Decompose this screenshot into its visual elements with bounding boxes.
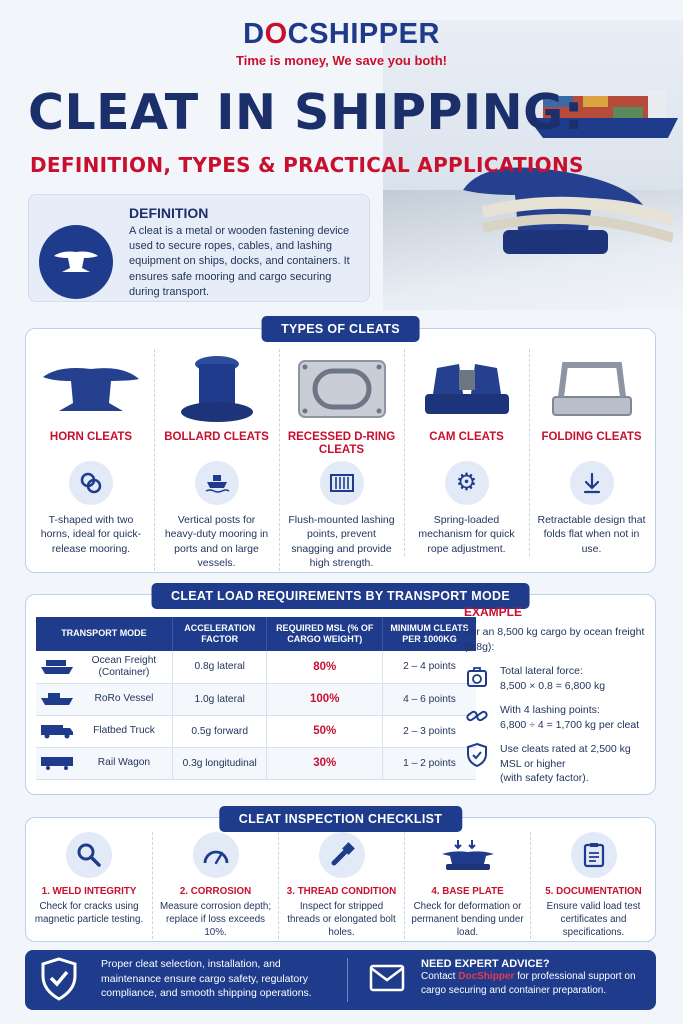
- type-card-cam: CAM CLEATS ⚙ Spring-loaded mechanism for quick rope adjustment.: [404, 349, 528, 556]
- definition-heading: DEFINITION: [129, 205, 209, 221]
- rail-wagon-icon: [40, 756, 74, 770]
- type-card-d-ring: RECESSED D-RING CLEATS Flush-mounted lashing points, prevent snagging and provide high strength.: [279, 349, 403, 571]
- advice-heading: NEED EXPERT ADVICE?: [421, 958, 550, 970]
- table-row: RoRo Vessel 1.0g lateral 100% 4 – 6 points: [36, 683, 476, 715]
- types-heading: TYPES OF CLEATS: [261, 316, 420, 342]
- footer-summary: Proper cleat selection, installation, and maintenance ensure cargo safety, regulatory compliance, and smooth shipping operations.: [101, 957, 312, 1000]
- footer-banner: [25, 950, 656, 1010]
- definition-text: A cleat is a metal or wooden fastening device used to secure ropes, cables, and lashing equipment on ships, docks, and containers. It ensures safe mooring and cargo securing during transport.: [129, 225, 350, 298]
- table-row: Ocean Freight (Container) 0.8g lateral 80% 2 – 4 points: [36, 651, 476, 683]
- definition-card: [28, 194, 370, 302]
- page-title: CLEAT IN SHIPPING:: [28, 84, 584, 141]
- cargo-ship-icon: [40, 659, 74, 675]
- cleat-icon: [39, 225, 113, 299]
- roro-ship-icon: [40, 692, 74, 706]
- truck-icon: [40, 723, 74, 739]
- horn-cleat-icon: [39, 359, 143, 419]
- load-requirements-section: [25, 589, 656, 795]
- folding-cleat-icon: [547, 357, 637, 421]
- type-card-bollard: BOLLARD CLEATS Vertical posts for heavy-duty mooring in ports and on large vessels.: [154, 349, 278, 571]
- envelope-icon[interactable]: [369, 964, 405, 992]
- example-heading: EXAMPLE: [464, 605, 523, 619]
- inspection-item-documentation: 5. DOCUMENTATION Ensure valid load test certificates and specifications.: [530, 832, 656, 939]
- clipboard-icon: [571, 832, 617, 878]
- type-card-folding: FOLDING CLEATS Retractable design that folds flat when not in use.: [529, 349, 653, 556]
- shield-check-icon: [39, 956, 79, 1002]
- advice-text: Contact DocShipper for professional support on cargo securing and container preparation.: [421, 971, 636, 996]
- d-ring-cleat-icon: [295, 359, 389, 419]
- magnifier-icon: [66, 832, 112, 878]
- ship-icon: [195, 461, 239, 505]
- brand-tagline: Time is money, We save you both!: [236, 53, 447, 68]
- table-row: Flatbed Truck 0.5g forward 50% 2 – 3 points: [36, 715, 476, 747]
- type-card-horn: HORN CLEATS T-shaped with two horns, ideal for quick-release mooring.: [29, 349, 153, 556]
- load-heading: CLEAT LOAD REQUIREMENTS BY TRANSPORT MODE: [151, 583, 530, 609]
- types-section: [25, 322, 656, 573]
- inspection-heading: CLEAT INSPECTION CHECKLIST: [219, 806, 462, 832]
- load-table: TRANSPORT MODE ACCELERATION FACTOR REQUIRED MSL (% OF CARGO WEIGHT) MINIMUM CLEATS PER 1000KG Ocean Freight (Container) 0.8g lateral 80% 2 – 4 points RoRo Vessel 1.0g lateral 100% 4 – 6 points Flatbed Truck 0.5g forward 50% 2 – 3 points Rail Wagon 0.3g longitudinal 30% 1 – 2 points: [36, 617, 476, 780]
- page-subtitle: DEFINITION, TYPES & PRACTICAL APPLICATIONS: [30, 153, 584, 177]
- inspection-item-base-plate: 4. BASE PLATE Check for deformation or permanent bending under load.: [404, 832, 530, 939]
- inspection-item-corrosion: 2. CORROSION Measure corrosion depth; replace if loss exceeds 10%.: [152, 832, 278, 939]
- bollard-cleat-icon: [177, 354, 257, 424]
- docshipper-link[interactable]: DocShipper: [458, 971, 515, 982]
- inspection-section: [25, 812, 656, 942]
- shield-check-icon: [464, 742, 490, 768]
- container-icon: [320, 461, 364, 505]
- rope-knot-icon: [69, 461, 113, 505]
- table-row: Rail Wagon 0.3g longitudinal 30% 1 – 2 points: [36, 747, 476, 779]
- bolt-icon: [319, 832, 365, 878]
- brand-logo[interactable]: DOCSHIPPER Time is money, We save you both!: [0, 18, 683, 68]
- inspection-item-weld: 1. WELD INTEGRITY Check for cracks using magnetic particle testing.: [26, 832, 152, 926]
- link-icon: [464, 703, 490, 729]
- arrow-down-icon: [570, 461, 614, 505]
- base-plate-icon: [433, 832, 503, 878]
- gauge-icon: [193, 832, 239, 878]
- example-panel: EXAMPLE For an 8,500 kg cargo by ocean freight (0.8g): Total lateral force: 8,500 × 0.8 = 6,800 kg With 4 lashing points: 6,800 ÷ 4 = 1,700 kg per cleat Use cleats rated at 2,500 kg MSL or higher (with safety factor).: [464, 605, 654, 786]
- cam-cleat-icon: [419, 358, 515, 420]
- scale-weight-icon: [464, 664, 490, 690]
- inspection-item-thread: 3. THREAD CONDITION Inspect for stripped threads or elongated bolt holes.: [278, 832, 404, 939]
- gear-icon: ⚙: [445, 461, 489, 505]
